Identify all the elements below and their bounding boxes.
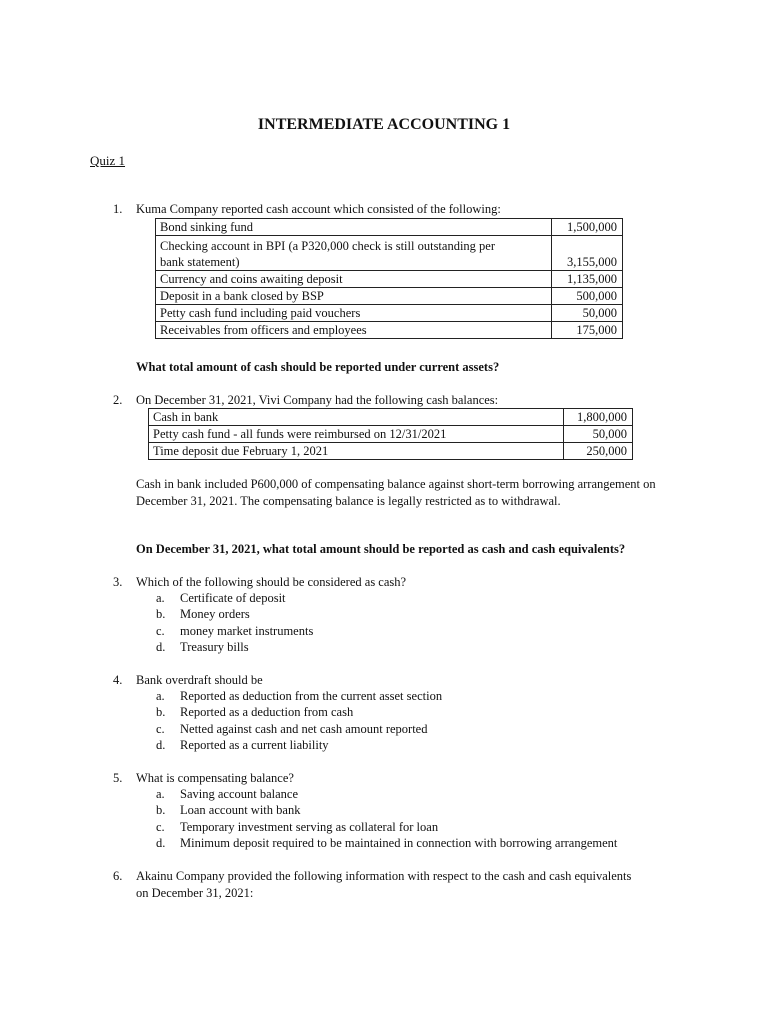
option-c: c. money market instruments xyxy=(156,623,314,638)
row-label: Deposit in a bank closed by BSP xyxy=(156,288,552,305)
q1-number: 1. xyxy=(113,202,123,216)
row-value: 50,000 xyxy=(564,426,633,443)
q6-number: 6. xyxy=(113,869,123,883)
row-value: 250,000 xyxy=(564,443,633,460)
table-row xyxy=(156,236,623,271)
option-a: a. Certificate of deposit xyxy=(156,591,286,605)
table-row xyxy=(149,443,633,460)
q5-number: 5. xyxy=(113,771,123,785)
row-label: Time deposit due February 1, 2021 xyxy=(149,443,564,460)
q2-cash-table xyxy=(148,408,633,460)
row-value: 175,000 xyxy=(552,322,623,339)
q3-options xyxy=(156,590,313,655)
q1-text: Kuma Company reported cash account which consisted of the following: xyxy=(136,202,501,216)
row-label: Petty cash fund including paid vouchers xyxy=(156,305,552,322)
q3-text: Which of the following should be considered as cash? xyxy=(136,575,407,589)
q4-options xyxy=(156,688,442,753)
q6-text: Akainu Company provided the following information with respect to the cash and cash equivalents on December 31, 2021: xyxy=(136,869,632,900)
document-title: INTERMEDIATE ACCOUNTING 1 xyxy=(257,116,511,133)
table-row xyxy=(156,305,623,322)
table-row xyxy=(156,288,623,305)
option-d: d. Minimum deposit required to be maintained in connection with borrowing arrangement xyxy=(156,835,618,850)
q3-number: 3. xyxy=(113,575,123,589)
q2-number: 2. xyxy=(113,393,123,407)
table-row xyxy=(156,322,623,339)
row-value: 50,000 xyxy=(552,305,623,322)
option-a: a. Reported as deduction from the current asset section xyxy=(156,689,443,703)
q2-note: Cash in bank included P600,000 of compensating balance against short-term borrowing arrangement on December 31, 2021. The compensating balance is legally restricted as to withdrawal. xyxy=(136,477,656,508)
q4-text: Bank overdraft should be xyxy=(136,673,263,687)
table-row xyxy=(156,271,623,288)
row-label: Currency and coins awaiting deposit xyxy=(156,271,552,288)
quiz-label: Quiz 1 xyxy=(90,153,126,168)
q4-number: 4. xyxy=(113,673,123,687)
option-d: d. Treasury bills xyxy=(156,639,249,654)
q2-question: On December 31, 2021, what total amount should be reported as cash and cash equivalents? xyxy=(136,542,626,556)
table-row xyxy=(149,426,633,443)
q2-text: On December 31, 2021, Vivi Company had the following cash balances: xyxy=(136,393,499,407)
row-value: 1,135,000 xyxy=(552,271,623,288)
option-a: a. Saving account balance xyxy=(156,787,299,801)
q1-question: What total amount of cash should be reported under current assets? xyxy=(136,360,500,374)
row-label: Cash in bank xyxy=(149,409,564,426)
option-c: c. Temporary investment serving as collateral for loan xyxy=(156,819,439,834)
row-label: Checking account in BPI (a P320,000 check is still outstanding per bank statement) xyxy=(156,236,552,271)
option-d: d. Reported as a current liability xyxy=(156,737,329,752)
table-row xyxy=(149,409,633,426)
option-b: b. Loan account with bank xyxy=(156,803,301,818)
q1-cash-table xyxy=(155,218,623,339)
row-label: Petty cash fund - all funds were reimbursed on 12/31/2021 xyxy=(149,426,564,443)
option-c: c. Netted against cash and net cash amount reported xyxy=(156,721,428,736)
row-value: 500,000 xyxy=(552,288,623,305)
row-label: Bond sinking fund xyxy=(156,219,552,236)
row-value: 1,800,000 xyxy=(564,409,633,426)
option-b: b. Reported as a deduction from cash xyxy=(156,705,354,720)
row-value: 1,500,000 xyxy=(552,219,623,236)
row-label: Receivables from officers and employees xyxy=(156,322,552,339)
table-row xyxy=(156,219,623,236)
q5-options xyxy=(156,786,617,851)
option-b: b. Money orders xyxy=(156,607,250,622)
q5-text: What is compensating balance? xyxy=(136,771,294,785)
row-value: 3,155,000 xyxy=(552,236,623,271)
